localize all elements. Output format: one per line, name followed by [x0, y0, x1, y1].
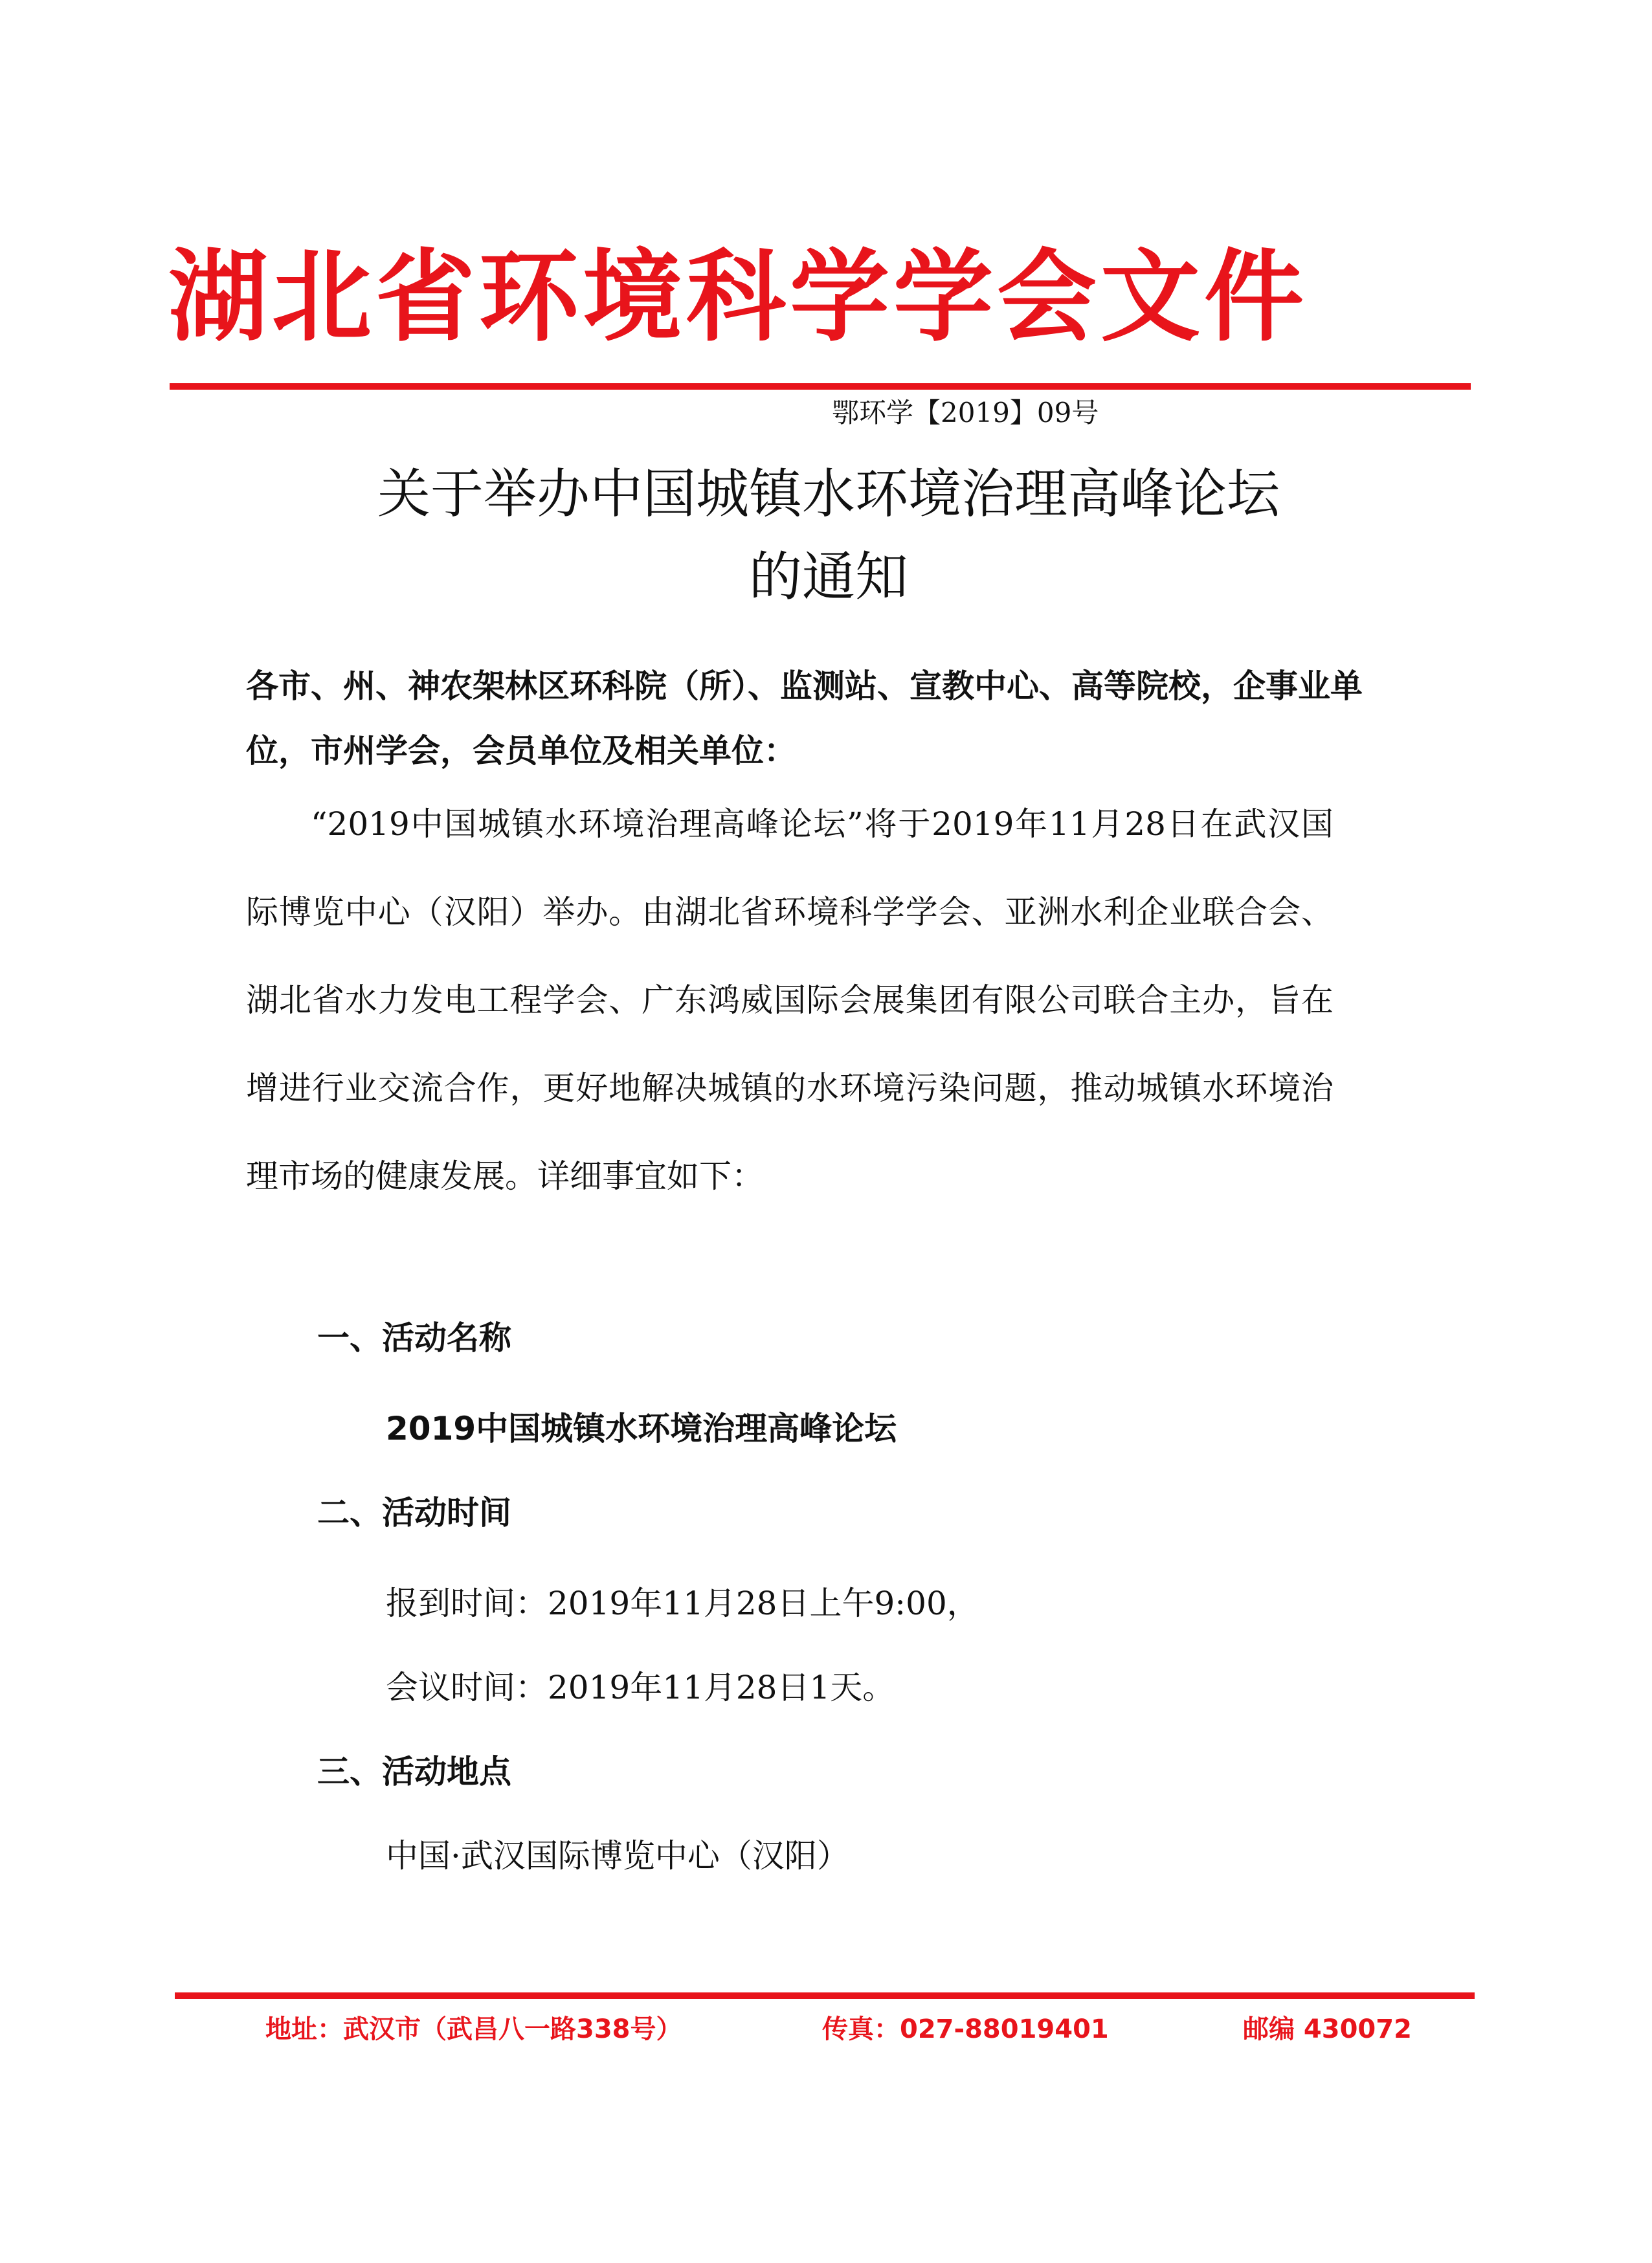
notice-title — [194, 453, 1463, 619]
section-item-meeting-time: 会议时间：2019年11月28日1天。 — [386, 1669, 895, 1706]
section-item-event-name: 2019中国城镇水环境治理高峰论坛 — [386, 1410, 897, 1447]
header-red-rule — [170, 383, 1471, 390]
footer-address: 地址：武汉市（武昌八一路338号） — [265, 2014, 682, 2044]
issuer-header-title: 湖北省环境科学学会文件 — [168, 240, 1308, 355]
recipients-line: 各市、州、神农架林区环科院（所）、监测站、宣教中心、高等院校，企事业单位，市州学会，会员单位及相关单位： — [246, 667, 1363, 770]
footer-fax: 传真：027-88019401 — [822, 2014, 1109, 2044]
notice-title-line-2: 的通知 — [748, 546, 908, 608]
section-heading-venue: 三、活动地点 — [317, 1753, 511, 1790]
section-item-checkin-time: 报到时间：2019年11月28日上午9:00， — [386, 1585, 979, 1622]
footer-red-rule — [175, 1992, 1475, 1999]
section-heading-time: 二、活动时间 — [317, 1494, 511, 1532]
notice-title-line-1: 关于举办中国城镇水环境治理高峰论坛 — [377, 463, 1280, 525]
section-item-venue: 中国·武汉国际博览中心（汉阳） — [386, 1837, 849, 1875]
section-heading-name: 一、活动名称 — [317, 1319, 511, 1357]
footer-postcode: 邮编 430072 — [1243, 2014, 1412, 2044]
document-number: 鄂环学【2019】09号 — [832, 397, 1099, 429]
intro-paragraph: “2019中国城镇水环境治理高峰论坛”将于2019年11月28日在武汉国际博览中心（汉阳）举办。由湖北省环境科学学会、亚洲水利企业联合会、湖北省水力发电工程学会、广东鸿威国际会展集团有限公司联合主办，旨在增进行业交流合作，更好地解决城镇的水环境污染问题，推动城镇水环境治理市场的健康发展。详细事宜如下： — [246, 805, 1334, 1195]
